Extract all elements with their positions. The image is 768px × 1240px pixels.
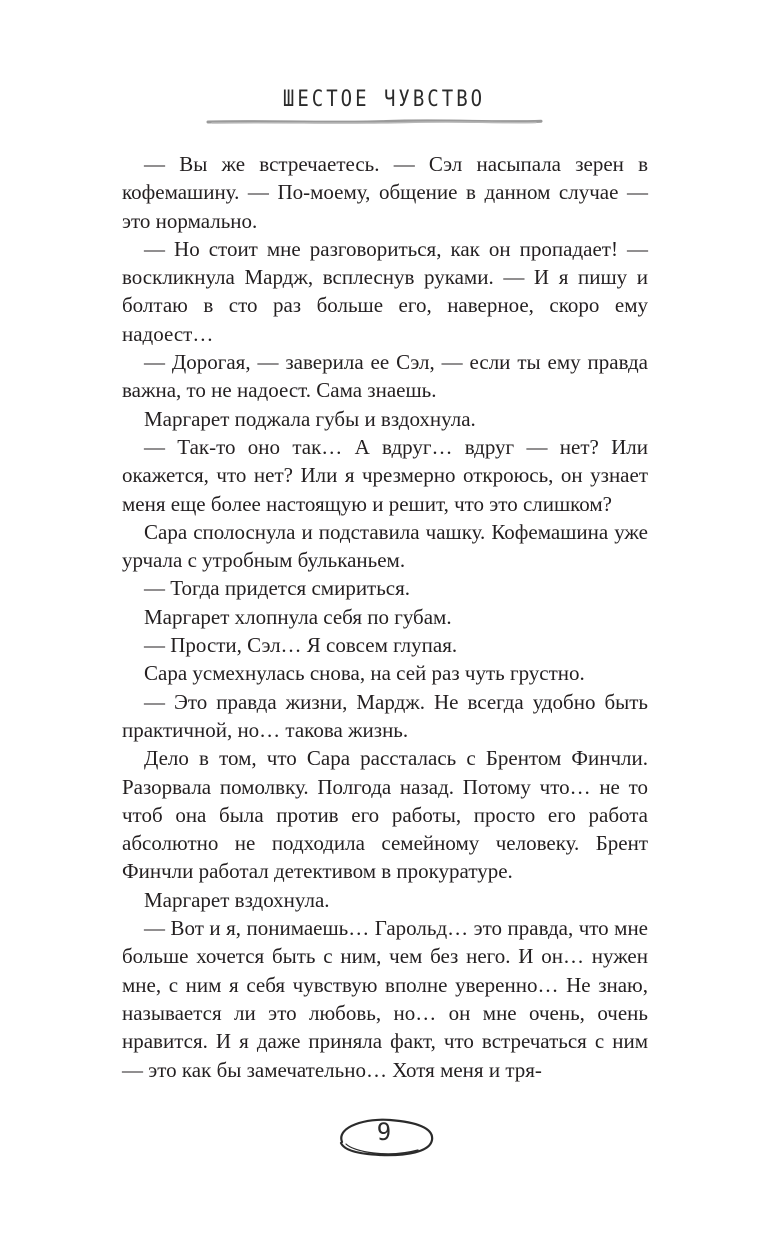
paragraph: — Но стоит мне разговориться, как он пропадает! — воскликнула Мардж, всплеснув руками. — И я пишу и болтаю в сто раз больше его, наверное, скоро ему надоест… [122, 236, 648, 346]
paragraph: Маргарет вздохнула. [144, 887, 330, 912]
paragraph: Сара сполоснула и подставила чашку. Кофемашина уже урчала с утробным бульканьем. [122, 519, 648, 573]
paragraph: Сара усмехнулась снова, на сей раз чуть грустно. [144, 661, 585, 686]
body-text [122, 150, 648, 1084]
running-title: ШЕСТОЕ ЧУВСТВО [282, 86, 486, 112]
paragraph: — Дорогая, — заверила ее Сэл, — если ты ему правда важна, то не надоест. Сама знаешь. [122, 350, 648, 403]
paragraph: — Прости, Сэл… Я совсем глупая. [144, 633, 458, 658]
paragraph: — Вы же встречаетесь. — Сэл насыпала зерен в кофемашину. — По-моему, общение в данном случае — это нормально. [122, 152, 648, 233]
paragraph: — Тогда придется смириться. [144, 576, 411, 601]
paragraph: — Так-то оно так… А вдруг… вдруг — нет? Или окажется, что нет? Или я чрезмерно откроюсь, он узнает меня еще более настоящую и решит, что это слишком? [122, 434, 648, 516]
page-number: 9 [376, 1118, 392, 1146]
paragraph: Маргарет хлопнула себя по губам. [144, 604, 452, 629]
header-underline [206, 118, 543, 126]
paragraph: — Вот и я, понимаешь… Гарольд… это правда, что мне больше хочется быть с ним, чем без него. И он… нужен мне, с ним я себя чувствую вполне уверенно… Не знаю, называется ли это любовь, но… он мне очень, очень нравится. И я даже приняла факт, что встречаться с ним — это как бы замечательно… Хотя меня и тря- [122, 916, 648, 1082]
running-header [0, 88, 768, 110]
page-number-badge [328, 1112, 440, 1162]
paragraph: — Это правда жизни, Мардж. Не всегда удобно быть практичной, но… такова жизнь. [122, 689, 648, 742]
paragraph: Маргарет поджала губы и вздохнула. [144, 406, 476, 431]
paragraph: Дело в том, что Сара рассталась с Брентом Финчли. Разорвала помолвку. Полгода назад. Потому что… не то чтоб она была против его работы, просто его работа абсолютно не подходила семейному человеку. Брент Финчли работал детективом в прокуратуре. [122, 746, 648, 884]
